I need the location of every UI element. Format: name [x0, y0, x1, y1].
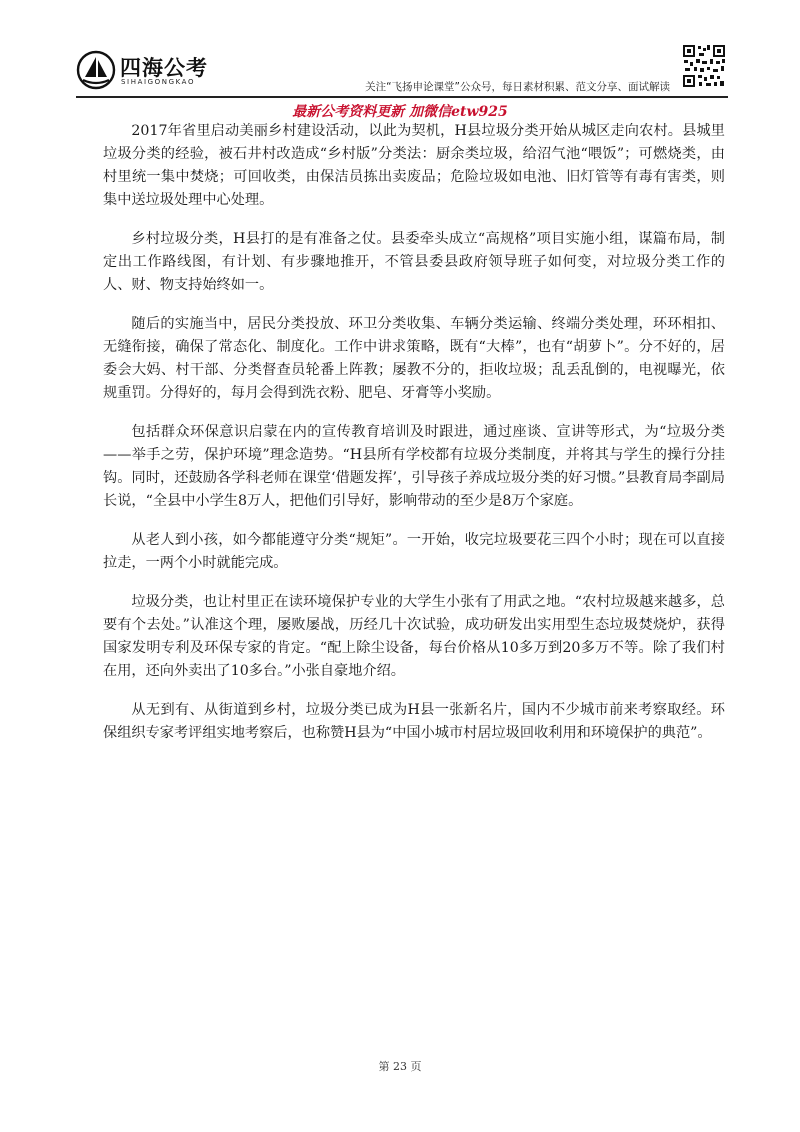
header-divider — [76, 96, 728, 98]
qr-code-icon — [682, 44, 726, 88]
sailboat-logo-icon — [76, 50, 116, 90]
article-body — [103, 120, 725, 761]
paragraph: 乡村垃圾分类，H县打的是有准备之仗。县委牵头成立“高规格”项目实施小组，谋篇布局，制定出工作路线图，有计划、有步骤地推开，不管县委县政府领导班子如何变，对垃圾分类工作的人、财、物支持始终如一。 — [103, 231, 725, 293]
page-number: 第 23 页 — [378, 1060, 422, 1073]
logo-text: 四海公考 — [120, 56, 208, 80]
logo-subtext: SIHAIGONGKAO — [121, 78, 196, 86]
page-header — [0, 0, 800, 120]
paragraph: 从无到有、从街道到乡村，垃圾分类已成为H县一张新名片，国内不少城市前来考察取经。环保组织专家考评组实地考察后，也称赞H县为“中国小城市村居垃圾回收利用和环境保护的典范”。 — [103, 702, 725, 741]
paragraph: 从老人到小孩，如今都能遵守分类“规矩”。一开始，收完垃圾要花三四个小时；现在可以直接拉走，一两个小时就能完成。 — [103, 532, 725, 571]
update-notice: 最新公考资料更新 加微信etw925 — [292, 104, 508, 120]
paragraph: 垃圾分类，也让村里正在读环境保护专业的大学生小张有了用武之地。“农村垃圾越来越多，总要有个去处。”认准这个理，屡败屡战，历经几十次试验，成功研发出实用型生态垃圾焚烧炉，获得国家发明专利及环保专家的肯定。“配上除尘设备，每台价格从10多万到20多万不等。除了我们村在用，还向外卖出了10多台。”小张自豪地介绍。 — [103, 594, 725, 679]
paragraph: 随后的实施当中，居民分类投放、环卫分类收集、车辆分类运输、终端分类处理，环环相扣、无缝衔接，确保了常态化、制度化。工作中讲求策略，既有“大棒”，也有“胡萝卜”。分不好的，居委会大妈、村干部、分类督查员轮番上阵教；屡教不分的，拒收垃圾；乱丢乱倒的，电视曝光，依规重罚。分得好的，每月会得到洗衣粉、肥皂、牙膏等小奖励。 — [103, 316, 725, 401]
header-tagline: 关注“飞扬申论课堂”公众号，每日素材积累、范文分享、面试解读 — [365, 81, 670, 93]
paragraph: 2017年省里启动美丽乡村建设活动，以此为契机，H县垃圾分类开始从城区走向农村。县城里垃圾分类的经验，被石井村改造成“乡村版”分类法：厨余类垃圾，给沼气池“喂饭”；可燃烧类，由村里统一集中焚烧；可回收类，由保洁员拣出卖废品；危险垃圾如电池、旧灯管等有毒有害类，则集中送垃圾处理中心处理。 — [103, 123, 725, 208]
brand-logo — [76, 50, 236, 90]
paragraph: 包括群众环保意识启蒙在内的宣传教育培训及时跟进，通过座谈、宣讲等形式，为“垃圾分类——举手之劳，保护环境”理念造势。“H县所有学校都有垃圾分类制度，并将其与学生的操行分挂钩。同时，还鼓励各学科老师在课堂‘借题发挥’，引导孩子养成垃圾分类的好习惯。”县教育局李副局长说，“全县中小学生8万人，把他们引导好，影响带动的至少是8万个家庭。 — [103, 424, 725, 509]
